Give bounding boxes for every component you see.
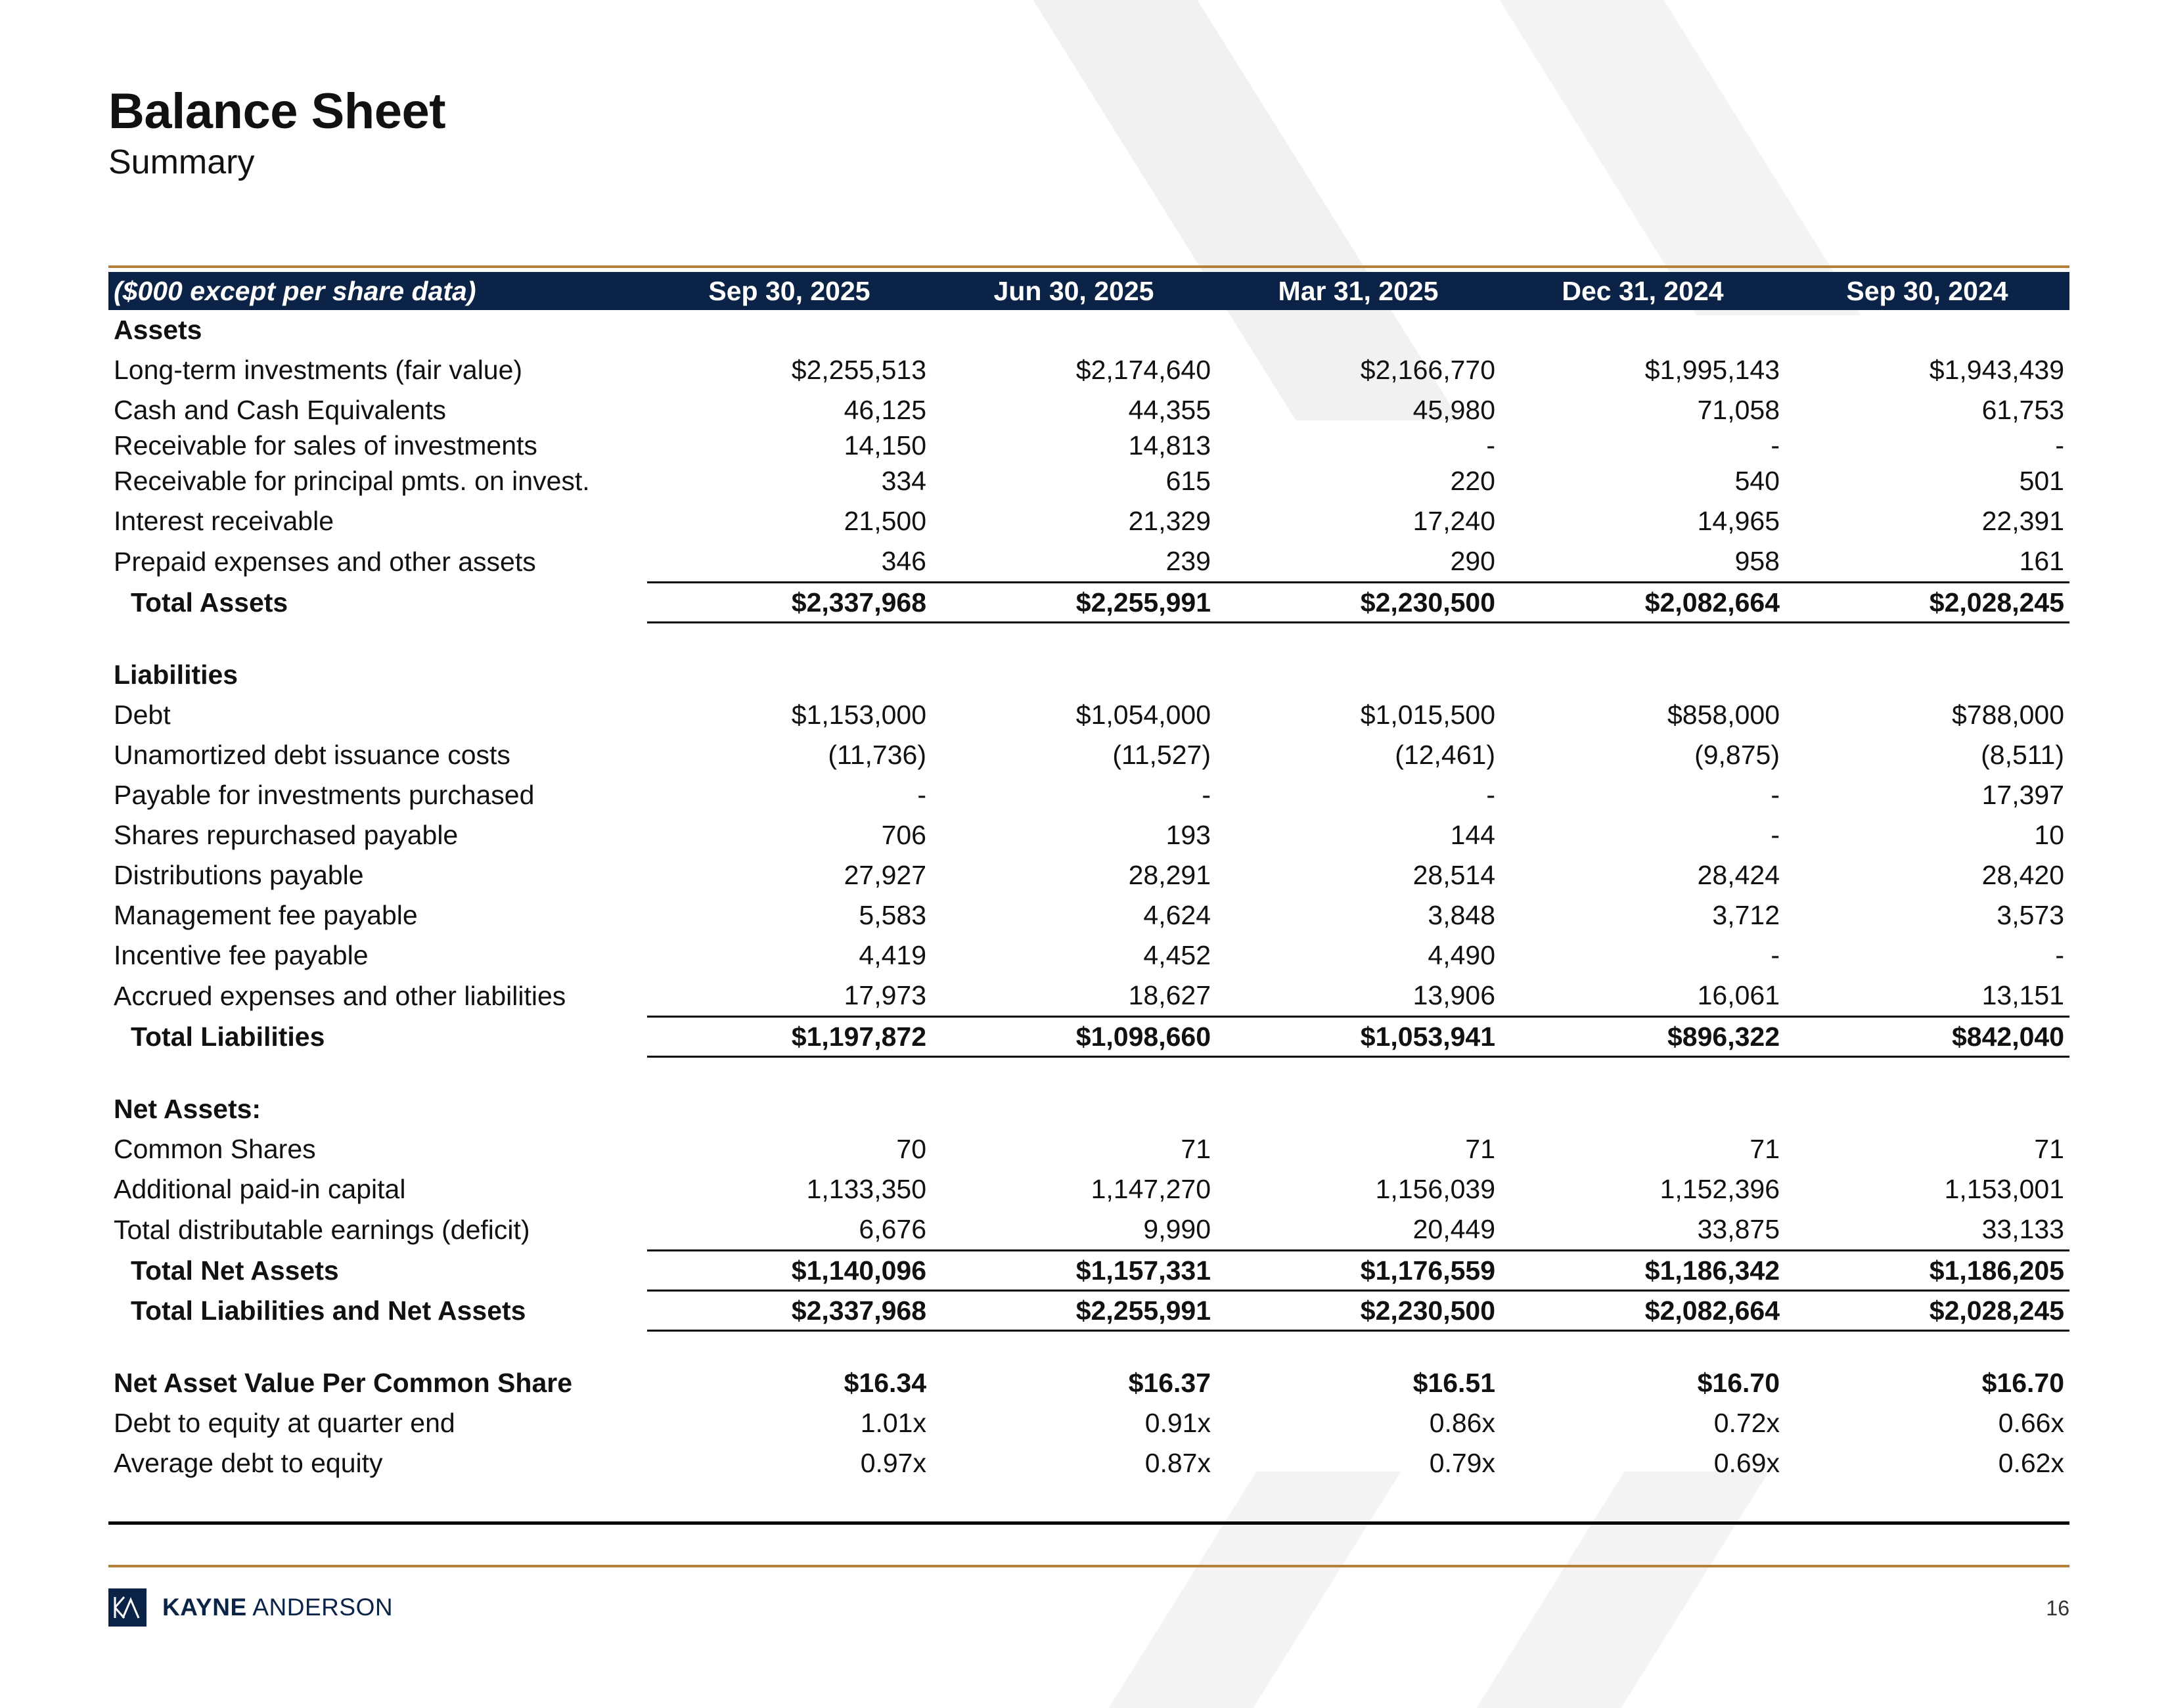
brand-name-regular: ANDERSON [252,1594,394,1621]
background-chevron [1477,1472,1769,1708]
cell-value: 71,058 [1697,395,1780,425]
cell-value: $2,230,500 [1216,1291,1501,1331]
cell-value: 28,291 [1128,860,1211,890]
cell-value [647,1057,932,1090]
cell-value: (9,875) [1694,740,1780,770]
cell-value: 290 [1450,546,1495,576]
cell-value: $788,000 [1951,700,2064,730]
table-row [108,1363,2069,1403]
cell-value: $2,255,991 [932,583,1216,623]
cell-value: 1,153,001 [1944,1174,2064,1204]
cell-value: 0.97x [860,1448,926,1478]
cell-value: $2,082,664 [1501,1291,1785,1331]
cell-value [1501,655,1785,695]
cell-value [1501,1089,1785,1129]
footer [108,1588,393,1627]
cell-value [647,310,932,350]
cell-value: - [1486,430,1495,461]
row-label: Unamortized debt issuance costs [114,740,510,770]
cell-value: 3,573 [1997,900,2064,930]
cell-value: 1,133,350 [806,1174,926,1204]
cell-value [1785,1331,2069,1364]
table-row [108,1443,2069,1483]
cell-value: 4,624 [1143,900,1211,930]
total-row [108,1251,2069,1291]
cell-value: 220 [1450,466,1495,496]
row-label: Additional paid-in capital [114,1174,406,1204]
cell-value [1216,623,1501,656]
cell-value: $1,153,000 [791,700,926,730]
cell-value: 4,490 [1428,940,1495,970]
page-number: 16 [2046,1596,2069,1620]
table-row [108,1169,2069,1209]
cell-value: $2,337,968 [647,1291,932,1331]
cell-value: 958 [1734,546,1780,576]
cell-value: $1,053,941 [1216,1017,1501,1057]
cell-value [1785,1089,2069,1129]
brand-name [162,1594,393,1621]
cell-value: 33,875 [1697,1214,1780,1244]
column-header-date: Mar 31, 2025 [1216,272,1501,310]
cell-value [1501,623,1785,656]
kayne-anderson-logo-icon [108,1588,147,1627]
row-label: Receivable for sales of investments [114,430,537,461]
cell-value: 161 [2019,546,2064,576]
cell-value: - [1486,780,1495,810]
cell-value [1785,655,2069,695]
cell-value: $1,995,143 [1644,355,1780,385]
row-label [108,623,647,656]
row-label: Receivable for principal pmts. on invest. [114,466,590,496]
cell-value: 13,151 [1981,980,2064,1010]
row-label: Assets [114,315,202,345]
cell-value: 0.91x [1144,1408,1211,1438]
table-row [108,1209,2069,1251]
cell-value: $16.70 [1697,1368,1780,1398]
cell-value: - [1771,430,1780,461]
row-label: Debt [114,700,171,730]
cell-value: $2,166,770 [1360,355,1495,385]
table-row [108,1403,2069,1443]
column-header-date: Sep 30, 2024 [1785,272,2069,310]
cell-value: 501 [2019,466,2064,496]
section-header-row [108,655,2069,695]
cell-value: 28,420 [1981,860,2064,890]
cell-value: 0.86x [1429,1408,1495,1438]
cell-value: $1,140,096 [647,1251,932,1291]
cell-value: 33,133 [1981,1214,2064,1244]
cell-value: 14,813 [1128,430,1211,461]
cell-value: $1,186,342 [1501,1251,1785,1291]
cell-value [932,623,1216,656]
cell-value: (12,461) [1395,740,1495,770]
cell-value: 45,980 [1412,395,1495,425]
row-label: Total Liabilities and Net Assets [131,1295,526,1326]
cell-value [1785,310,2069,350]
cell-value: $1,197,872 [647,1017,932,1057]
cell-value: 1.01x [860,1408,926,1438]
cell-value: $2,082,664 [1501,583,1785,623]
row-label: Debt to equity at quarter end [114,1408,455,1438]
column-header-date: Jun 30, 2025 [932,272,1216,310]
table-row [108,1129,2069,1169]
cell-value: 239 [1165,546,1211,576]
page-title: Balance Sheet [108,83,446,139]
cell-value [1501,1057,1785,1090]
cell-value: 6,676 [859,1214,926,1244]
cell-value [1785,623,2069,656]
table-row [108,855,2069,895]
cell-value: 21,500 [844,506,926,536]
cell-value: 17,240 [1412,506,1495,536]
cell-value: - [2055,940,2064,970]
cell-value: 3,848 [1428,900,1495,930]
cell-value: 46,125 [844,395,926,425]
cell-value [647,655,932,695]
cell-value: 0.87x [1144,1448,1211,1478]
cell-value [647,1089,932,1129]
cell-value: 346 [881,546,926,576]
cell-value: 71 [1465,1134,1495,1164]
cell-value: $16.51 [1412,1368,1495,1398]
cell-value: 27,927 [844,860,926,890]
table-row [108,895,2069,935]
cell-value: 61,753 [1981,395,2064,425]
table-row [108,390,2069,430]
cell-value: 1,147,270 [1091,1174,1211,1204]
table-row [108,775,2069,815]
row-label: Interest receivable [114,506,334,536]
cell-value: 3,712 [1712,900,1780,930]
cell-value: $2,028,245 [1785,1291,2069,1331]
cell-value [932,1089,1216,1129]
cell-value: $1,015,500 [1360,700,1495,730]
total-row [108,583,2069,623]
cell-value [1501,310,1785,350]
cell-value: 615 [1165,466,1211,496]
cell-value: 1,156,039 [1375,1174,1495,1204]
cell-value: - [1202,780,1211,810]
cell-value: 14,150 [844,430,926,461]
cell-value: $2,028,245 [1785,583,2069,623]
cell-value: 14,965 [1697,506,1780,536]
cell-value: 13,906 [1412,980,1495,1010]
cell-value: $16.70 [1981,1368,2064,1398]
table-bottom-rule [108,1521,2069,1525]
brand-name-bold: KAYNE [162,1594,247,1621]
page-subtitle: Summary [108,143,255,181]
table-row [108,541,2069,583]
cell-value: 193 [1165,820,1211,850]
cell-value: (8,511) [1981,740,2064,770]
background-chevron [1483,0,1861,315]
cell-value: 144 [1450,820,1495,850]
row-label: Incentive fee payable [114,940,369,970]
row-label: Cash and Cash Equivalents [114,395,446,425]
cell-value: (11,736) [828,740,926,770]
table-row [108,976,2069,1017]
cell-value: $1,157,331 [932,1251,1216,1291]
cell-value: 16,061 [1697,980,1780,1010]
cell-value: 0.66x [1998,1408,2064,1438]
table-row [108,735,2069,775]
total-row [108,1017,2069,1057]
cell-value [932,655,1216,695]
cell-value: 20,449 [1412,1214,1495,1244]
cell-value: 18,627 [1128,980,1211,1010]
row-label: Total distributable earnings (deficit) [114,1214,530,1245]
cell-value: $1,098,660 [932,1017,1216,1057]
cell-value: 334 [881,466,926,496]
cell-value: 17,397 [1981,780,2064,810]
cell-value [1216,310,1501,350]
cell-value [1216,1331,1501,1364]
row-label: Net Assets: [114,1094,261,1124]
spacer-row [108,623,2069,656]
cell-value: $2,337,968 [647,583,932,623]
cell-value: 28,514 [1412,860,1495,890]
cell-value: 5,583 [859,900,926,930]
cell-value: $2,255,991 [932,1291,1216,1331]
column-header-units: ($000 except per share data) [108,272,647,310]
cell-value: 44,355 [1128,395,1211,425]
cell-value: $2,174,640 [1075,355,1211,385]
cell-value: 4,452 [1143,940,1211,970]
cell-value: 706 [881,820,926,850]
balance-sheet-table [108,272,2069,1483]
cell-value: - [1771,780,1780,810]
row-label: Long-term investments (fair value) [114,355,523,385]
background-chevron [1109,1472,1401,1708]
cell-value: 9,990 [1143,1214,1211,1244]
cell-value [1216,655,1501,695]
cell-value [647,623,932,656]
cell-value: 10 [2034,820,2064,850]
row-label: Management fee payable [114,900,418,930]
cell-value [1216,1089,1501,1129]
row-label: Liabilities [114,660,238,690]
cell-value: 21,329 [1128,506,1211,536]
cell-value: 17,973 [844,980,926,1010]
cell-value: 71 [1181,1134,1211,1164]
cell-value: $16.37 [1128,1368,1211,1398]
cell-value: $2,255,513 [791,355,926,385]
cell-value: $896,322 [1501,1017,1785,1057]
row-label: Payable for investments purchased [114,780,535,810]
row-label [108,1331,647,1364]
cell-value: 71 [2034,1134,2064,1164]
section-header-row [108,310,2069,350]
cell-value: 70 [896,1134,926,1164]
top-divider [108,265,2069,268]
cell-value: $1,943,439 [1929,355,2064,385]
row-label: Total Assets [131,587,288,618]
cell-value: 28,424 [1697,860,1780,890]
cell-value [1501,1331,1785,1364]
cell-value: (11,527) [1112,740,1211,770]
cell-value: 4,419 [859,940,926,970]
cell-value: - [1771,940,1780,970]
table-row [108,695,2069,735]
cell-value [647,1331,932,1364]
row-label: Common Shares [114,1134,316,1164]
cell-value: - [1771,820,1780,850]
column-header-date: Dec 31, 2024 [1501,272,1785,310]
section-header-row [108,1089,2069,1129]
cell-value: 0.79x [1429,1448,1495,1478]
column-header-date: Sep 30, 2025 [647,272,932,310]
row-label: Total Net Assets [131,1255,339,1286]
row-label: Net Asset Value Per Common Share [114,1368,573,1398]
cell-value: $2,230,500 [1216,583,1501,623]
cell-value: $1,054,000 [1075,700,1211,730]
cell-value [1216,1057,1501,1090]
table-row [108,935,2069,976]
table-row [108,430,2069,461]
table-row [108,501,2069,541]
cell-value: - [2055,430,2064,461]
cell-value: 0.72x [1713,1408,1780,1438]
footer-divider [108,1565,2069,1567]
cell-value [932,310,1216,350]
spacer-row [108,1331,2069,1364]
spacer-row [108,1057,2069,1090]
cell-value: 22,391 [1981,506,2064,536]
cell-value: 540 [1734,466,1780,496]
table-body [108,310,2069,1483]
table-header-row [108,272,2069,310]
cell-value [932,1057,1216,1090]
row-label: Average debt to equity [114,1448,383,1478]
cell-value: $16.34 [844,1368,926,1398]
total-row [108,1291,2069,1331]
cell-value: 0.69x [1713,1448,1780,1478]
cell-value [1785,1057,2069,1090]
table-row [108,461,2069,501]
cell-value: $842,040 [1785,1017,2069,1057]
cell-value: - [917,780,926,810]
cell-value: 1,152,396 [1660,1174,1780,1204]
table-row [108,815,2069,855]
cell-value: 0.62x [1998,1448,2064,1478]
row-label: Total Liabilities [131,1021,325,1052]
row-label [108,1057,647,1090]
cell-value: $858,000 [1667,700,1780,730]
row-label: Prepaid expenses and other assets [114,546,536,577]
cell-value: $1,186,205 [1785,1251,2069,1291]
cell-value: 71 [1750,1134,1780,1164]
row-label: Accrued expenses and other liabilities [114,980,566,1011]
row-label: Distributions payable [114,860,364,890]
table-row [108,350,2069,390]
row-label: Shares repurchased payable [114,820,459,850]
cell-value: $1,176,559 [1216,1251,1501,1291]
cell-value [932,1331,1216,1364]
